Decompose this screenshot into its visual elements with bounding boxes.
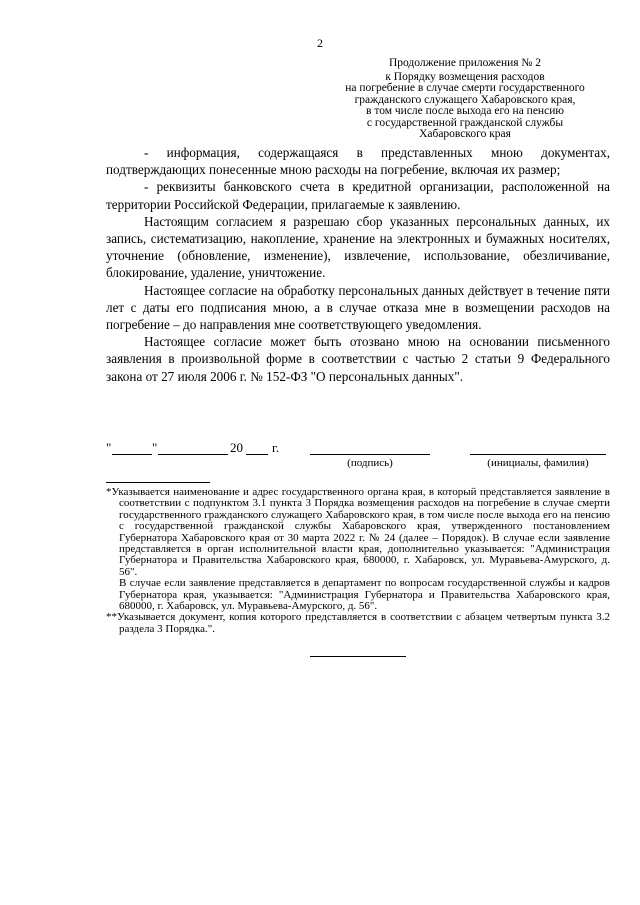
date-quote-open: ": [106, 440, 112, 455]
consent-body: [106, 144, 610, 385]
page-number: 2: [317, 36, 323, 50]
paragraph: - реквизиты банковского счета в кредитной организации, расположенной на территории Российской Федерации, прилагаемые к заявлению.: [106, 179, 610, 212]
appendix-line: к Порядку возмещения расходов: [385, 70, 545, 83]
signature-block: [106, 440, 610, 476]
footnotes: [106, 487, 610, 635]
date-month-line: [158, 454, 228, 455]
paragraph: Настоящее согласие на обработку персональных данных действует в течение пяти лет с даты его подписания мною, а в случае отказа мне в возмещении расходов на погребение – до направления мне соответствующего уведомления.: [106, 282, 610, 333]
date-day-line: [112, 454, 152, 455]
appendix-line: на погребение в случае смерти государственного: [345, 82, 585, 94]
signature-line: [310, 454, 430, 455]
appendix-line: Продолжение приложения № 2: [388, 57, 542, 69]
footnote-separator: [106, 482, 210, 483]
paragraph: Настоящее согласие может быть отозвано мною на основании письменного заявления в произвольной форме в соответствии с частью 2 статьи 9 Федерального закона от 27 июля 2006 г. № 152-ФЗ "О персональных данных".: [106, 334, 610, 384]
appendix-line: в том числе после выхода его на пенсию: [366, 105, 564, 117]
appendix-line: Хабаровского края: [419, 128, 511, 140]
footnote: **Указывается документ, копия которого представляется в соответствии с абзацем четвертым пункта 3.2 раздела 3 Порядка.".: [106, 611, 610, 635]
footnote: *Указывается наименование и адрес государственного органа края, в который представляется заявление в соответствии с подпунктом 3.1 пункта 3 Порядка возмещения расходов на погребение в случае смерти государственного гражданского служащего Хабаровского края, в том числе после выхода его на пенсию с государственной гражданской службы Хабаровского края, утвержденного постановлением Губернатора Хабаровского края от 30 марта 2022 г. № 24 (далее – Порядок). В случае если заявление представляется в орган исполнительной власти края, дополнительно указывается: "Администрация Губернатора и Правительства Хабаровского края, 680000, г. Хабаровск, ул. Муравьева-Амурского, д. 56".: [106, 486, 610, 578]
date-quote-close: ": [152, 440, 158, 455]
name-caption: (инициалы, фамилия): [487, 457, 589, 469]
paragraph: - информация, содержащаяся в представленных мною документах, подтверждающих понесенные мною расходы на погребение, включая их размер;: [106, 145, 610, 178]
appendix-line: гражданского служащего Хабаровского края,: [354, 93, 576, 106]
name-line: [470, 454, 606, 455]
end-line: [310, 656, 406, 657]
date-year-suffix: г.: [272, 440, 280, 455]
appendix-header: [330, 58, 600, 141]
footnote-continuation: В случае если заявление представляется в департамент по вопросам государственной службы и кадров Губернатора края, указывается: "Администрация Губернатора и Правительства Хабаровского края, 680000, г. Хабаровск, ул. Муравьева-Амурского, д. 56".: [119, 577, 610, 613]
appendix-line: с государственной гражданской службы: [366, 116, 564, 129]
paragraph: Настоящим согласием я разрешаю сбор указанных персональных данных, их запись, систематизацию, накопление, хранение на электронных и бумажных носителях, уточнение (обновление, изменение), извлечение, использование, обезличивание, блокирование, удаление, уничтожение.: [106, 213, 610, 281]
date-year-prefix: 20: [230, 440, 243, 455]
date-year-line: [246, 454, 268, 455]
signature-caption: (подпись): [347, 457, 393, 469]
